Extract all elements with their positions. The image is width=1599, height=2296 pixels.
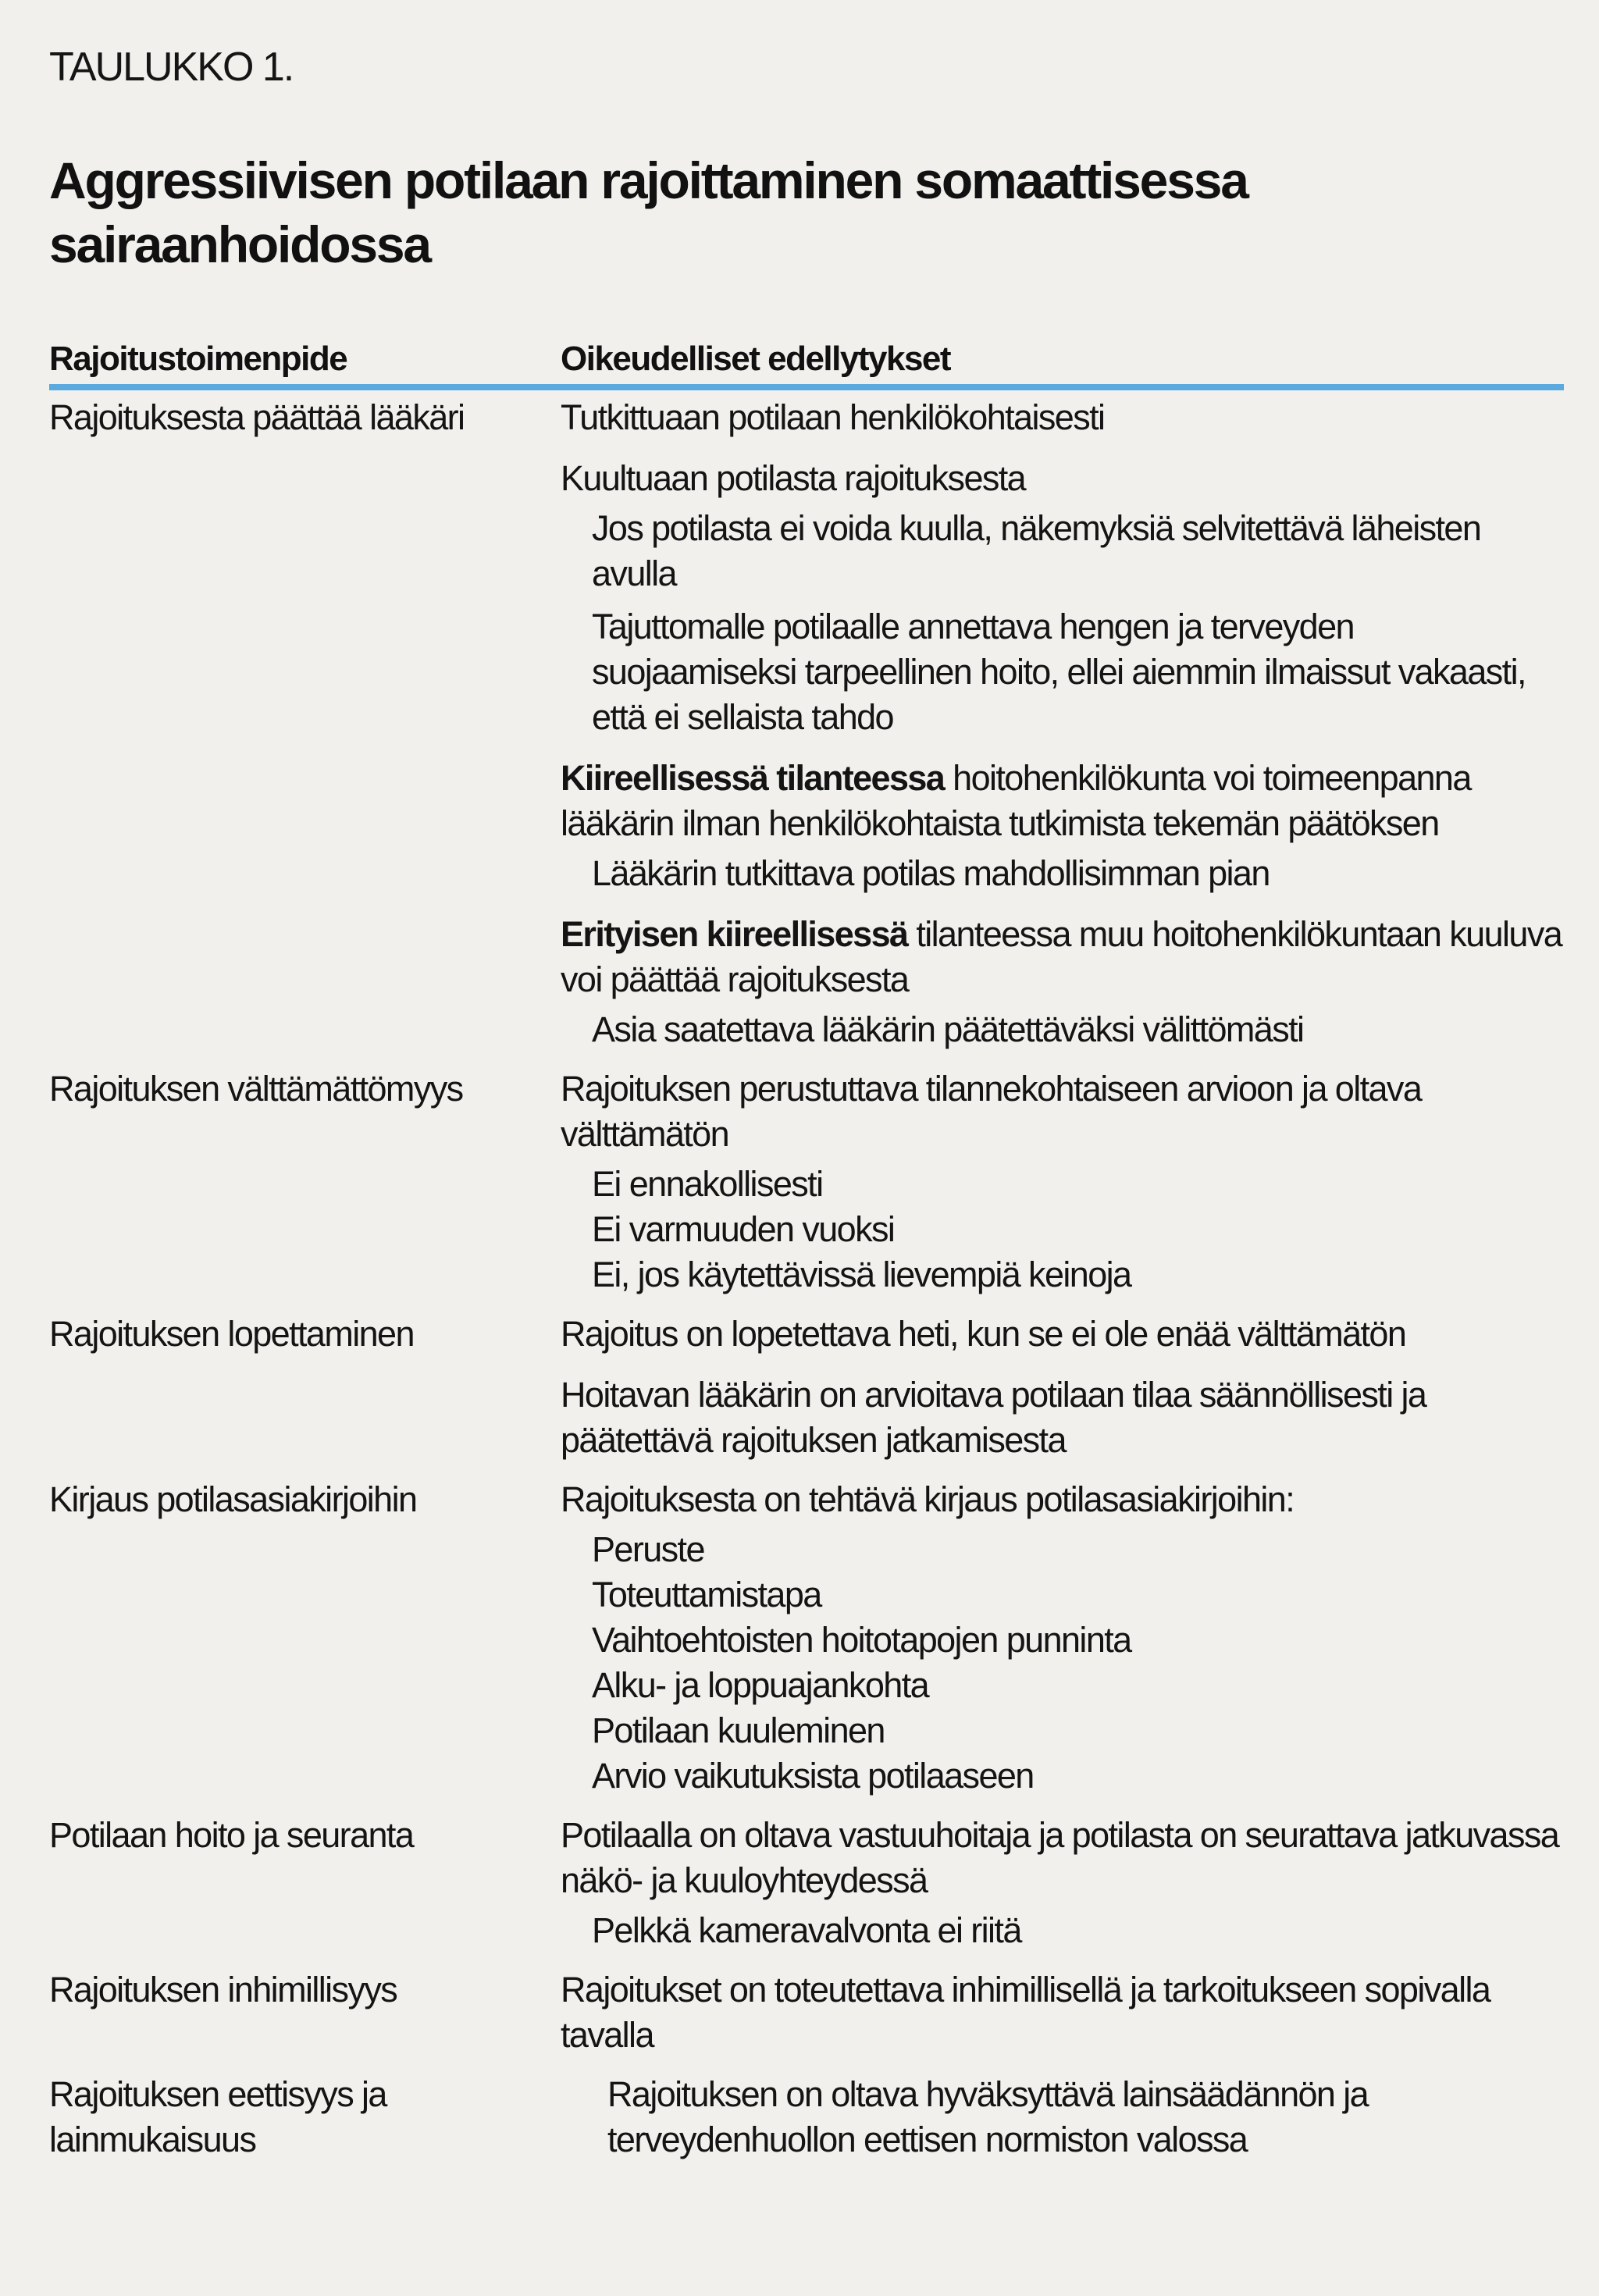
requirements-cell: [561, 1312, 1564, 1463]
requirement-subitem: Peruste: [592, 1529, 704, 1569]
requirement-subitem: Pelkkä kameravalvonta ei riitä: [592, 1910, 1021, 1950]
emphasis-text: Erityisen kiireellisessä: [561, 914, 908, 954]
column-header-measure: Rajoitustoimenpide: [49, 340, 347, 378]
table-row: [49, 1060, 1564, 1305]
measure-cell: Rajoituksesta päättää lääkäri: [49, 397, 465, 437]
requirement-text: Rajoitukset on toteutettava inhimillisellä ja tarkoitukseen sopivalla tavalla: [561, 1970, 1490, 2055]
requirement-subitem: Asia saatettava lääkärin päätettäväksi välittömästi: [592, 1009, 1304, 1049]
table-row: [49, 1305, 1564, 1471]
emphasis-text: Kiireellisessä tilanteessa: [561, 758, 945, 798]
requirement-subitem: Vaihtoehtoisten hoitotapojen punninta: [592, 1620, 1131, 1660]
requirement-subitem: Alku- ja loppuajankohta: [592, 1665, 929, 1705]
measure-cell: Rajoituksen eettisyys ja lainmukaisuus: [49, 2074, 386, 2159]
requirement-subitem: Lääkärin tutkittava potilas mahdollisimman pian: [592, 853, 1270, 893]
requirement-subitem: Jos potilasta ei voida kuulla, näkemyksiä selvitettävä läheisten avulla: [592, 508, 1481, 593]
requirement-text: Potilaalla on oltava vastuuhoitaja ja potilasta on seurattava jatkuvassa näkö- ja kuuloyhteydessä: [561, 1815, 1559, 1900]
requirement-subitem: Ei varmuuden vuoksi: [592, 1209, 895, 1249]
table-row: [49, 1961, 1564, 2066]
table-row: [49, 2066, 1564, 2170]
requirement-text: Rajoituksen on oltava hyväksyttävä lainsäädännön ja terveydenhuollon eettisen normiston valossa: [607, 2074, 1369, 2159]
requirements-cell: [607, 2072, 1564, 2163]
requirements-cell: [561, 395, 1564, 1052]
requirement-text: Rajoituksesta on tehtävä kirjaus potilasasiakirjoihin:: [561, 1479, 1295, 1519]
requirement-text: Kiireellisessä tilanteessa hoitohenkilökunta voi toimeenpanna lääkärin ilman henkilökohtaista tutkimista tekemän päätöksen: [561, 758, 1471, 843]
requirements-cell: [561, 1813, 1564, 1953]
table-row: [49, 390, 1564, 1060]
requirements-cell: [561, 1066, 1564, 1298]
requirement-subitem: Toteuttamistapa: [592, 1575, 821, 1614]
measure-cell: Rajoituksen lopettaminen: [49, 1314, 414, 1354]
measure-cell: Kirjaus potilasasiakirjoihin: [49, 1479, 417, 1519]
column-header-requirements: Oikeudelliset edellytykset: [561, 340, 951, 378]
requirement-subitem: Arvio vaikutuksista potilaaseen: [592, 1756, 1034, 1796]
requirement-text: Kuultuaan potilasta rajoituksesta: [561, 458, 1026, 498]
measure-cell: Rajoituksen inhimillisyys: [49, 1970, 397, 2009]
requirement-text: Rajoituksen perustuttava tilannekohtaiseen arvioon ja oltava välttämätön: [561, 1069, 1422, 1154]
legal-requirements-table: [49, 334, 1564, 2170]
table-label: TAULUKKO 1.: [49, 44, 294, 90]
table-title: Aggressiivisen potilaan rajoittaminen somaattisessa sairaanhoidossa: [49, 151, 1248, 273]
requirement-subitem: Ei ennakollisesti: [592, 1164, 823, 1204]
table-row: [49, 1807, 1564, 1961]
requirement-subitem: Potilaan kuuleminen: [592, 1710, 885, 1750]
requirement-text: Rajoitus on lopetettava heti, kun se ei ole enää välttämätön: [561, 1314, 1406, 1354]
measure-cell: Rajoituksen välttämättömyys: [49, 1069, 463, 1109]
measure-cell: Potilaan hoito ja seuranta: [49, 1815, 414, 1855]
table-row: [49, 1471, 1564, 1807]
requirement-text: Tutkittuaan potilaan henkilökohtaisesti: [561, 397, 1105, 437]
requirement-text: Erityisen kiireellisessä tilanteessa muu hoitohenkilökuntaan kuuluva voi päättää rajoituksesta: [561, 914, 1562, 999]
table-header: [49, 334, 1564, 390]
requirements-cell: [561, 1967, 1564, 2058]
requirement-subitem: Ei, jos käytettävissä lievempiä keinoja: [592, 1255, 1131, 1294]
requirements-cell: [561, 1477, 1564, 1799]
requirement-text: Hoitavan lääkärin on arvioitava potilaan tilaa säännöllisesti ja päätettävä rajoituksen jatkamisesta: [561, 1375, 1426, 1460]
requirement-subitem: Tajuttomalle potilaalle annettava hengen ja terveyden suojaamiseksi tarpeellinen hoito, ellei aiemmin ilmaissut vakaasti, että ei sellaista tahdo: [592, 607, 1526, 737]
